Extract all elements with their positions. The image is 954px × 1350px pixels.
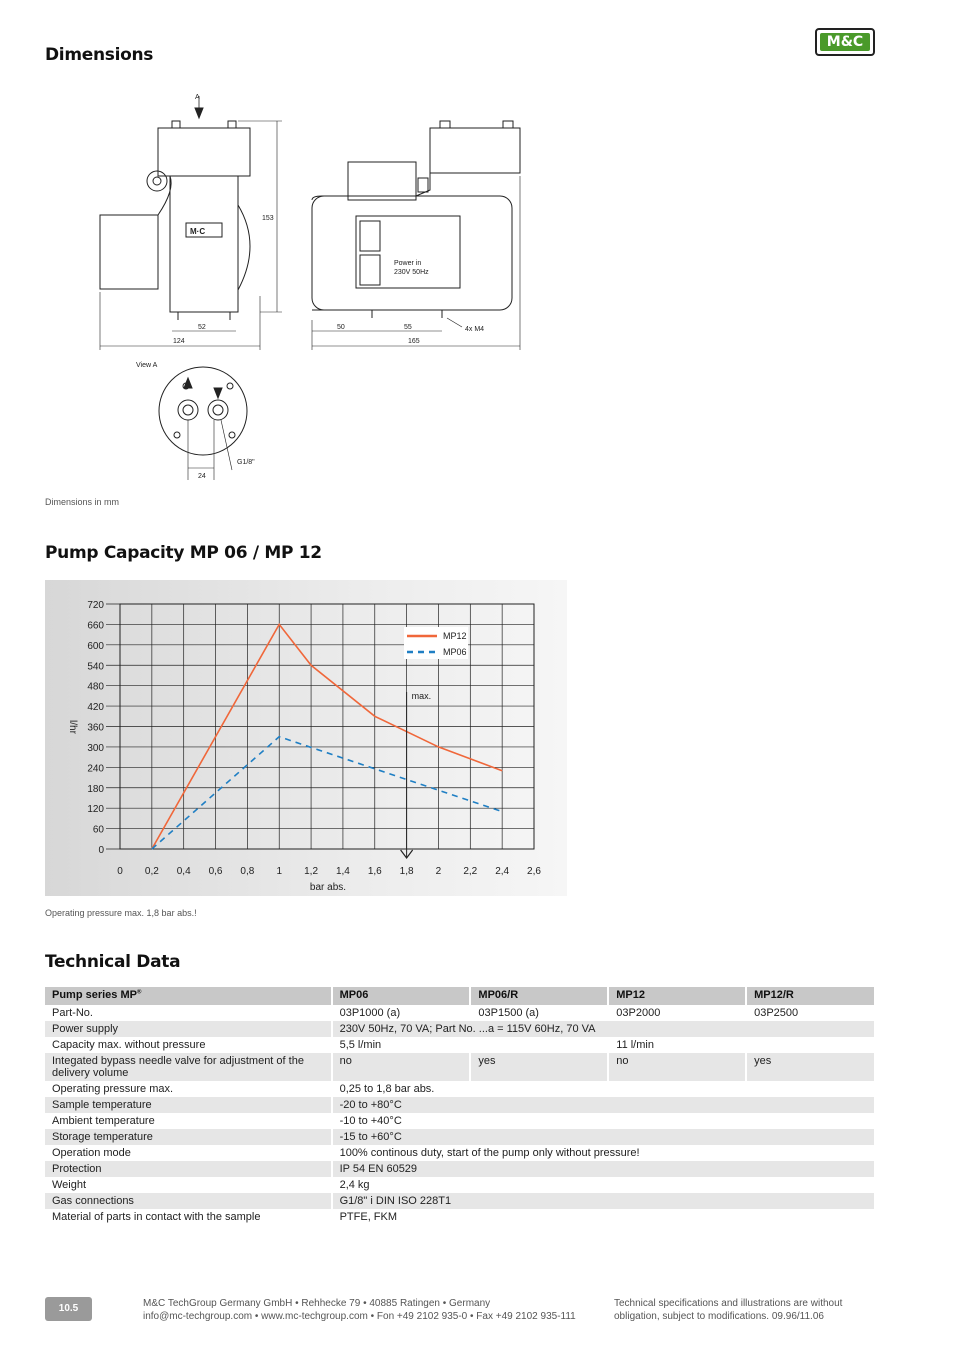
y-tick-label: 360 <box>87 722 104 734</box>
table-row <box>45 1097 875 1113</box>
y-tick-label: 60 <box>92 824 104 836</box>
logo-text: M&C <box>820 33 870 51</box>
y-tick-label: 420 <box>87 702 104 714</box>
dim-24: 24 <box>198 473 206 480</box>
footer-note <box>614 1297 842 1323</box>
technical-data-table <box>45 987 876 1225</box>
legend-label-mp12: MP12 <box>443 631 467 641</box>
table-cell: 11 l/min <box>608 1037 875 1053</box>
table-cell: no <box>608 1053 746 1081</box>
table-cell: G1/8" i DIN ISO 228T1 <box>332 1193 875 1209</box>
y-tick-label: 240 <box>87 763 104 775</box>
y-tick-label: 0 <box>98 845 104 856</box>
power-in-line2: 230V 50Hz <box>394 269 429 276</box>
table-row <box>45 1053 875 1081</box>
table-header-row <box>45 987 875 1005</box>
table-row-label: Part-No. <box>45 1005 332 1021</box>
table-cell: yes <box>470 1053 608 1081</box>
x-tick-label: 1,4 <box>335 866 350 877</box>
table-row <box>45 1081 875 1097</box>
x-tick-label: 1,2 <box>304 866 319 877</box>
table-cell: 0,25 to 1,8 bar abs. <box>332 1081 875 1097</box>
y-tick-label: 600 <box>87 640 104 652</box>
table-row <box>45 1209 875 1225</box>
table-row-label: Protection <box>45 1161 332 1177</box>
table-cell: 2,4 kg <box>332 1177 875 1193</box>
x-tick-label: 0,6 <box>208 866 223 877</box>
dim-55: 55 <box>404 324 412 331</box>
table-cell: 230V 50Hz, 70 VA; Part No. ...a = 115V 60Hz, 70 VA <box>332 1021 875 1037</box>
view-a-label: View A <box>136 362 158 369</box>
y-tick-label: 660 <box>87 620 104 632</box>
x-tick-label: 1,8 <box>399 866 414 877</box>
x-tick-label: 2,6 <box>527 866 541 877</box>
table-cell: 100% continous duty, start of the pump only without pressure! <box>332 1145 875 1161</box>
max-pressure-label: max. <box>411 691 432 701</box>
table-row <box>45 1129 875 1145</box>
table-header-cell: MP06 <box>332 987 471 1005</box>
dimensions-heading: Dimensions <box>45 45 154 65</box>
dim-52: 52 <box>198 324 206 331</box>
table-cell: IP 54 EN 60529 <box>332 1161 875 1177</box>
x-tick-label: 2,2 <box>463 866 478 877</box>
x-tick-label: 1,6 <box>367 866 382 877</box>
technical-data-heading: Technical Data <box>45 952 181 972</box>
legend-label-mp06: MP06 <box>443 647 467 657</box>
table-header-cell: MP12 <box>608 987 746 1005</box>
table-row <box>45 1161 875 1177</box>
x-tick-label: 2 <box>435 866 442 877</box>
table-cell: PTFE, FKM <box>332 1209 875 1225</box>
footer-address <box>143 1297 576 1323</box>
y-tick-label: 300 <box>87 742 104 754</box>
table-row <box>45 1021 875 1037</box>
table-row-label: Weight <box>45 1177 332 1193</box>
y-tick-label: 120 <box>87 804 104 816</box>
table-row-label: Operating pressure max. <box>45 1081 332 1097</box>
table-cell: yes <box>746 1053 875 1081</box>
table-cell: 03P2000 <box>608 1005 746 1021</box>
table-header-cell: MP12/R <box>746 987 875 1005</box>
table-cell: -15 to +60°C <box>332 1129 875 1145</box>
chart-x-axis-label: bar abs. <box>309 882 347 893</box>
x-tick-label: 0,4 <box>176 866 191 877</box>
table-cell: 03P1000 (a) <box>332 1005 471 1021</box>
y-tick-label: 180 <box>87 783 104 795</box>
table-cell: 5,5 l/min <box>332 1037 609 1053</box>
table-row-label: Sample temperature <box>45 1097 332 1113</box>
dim-165: 165 <box>408 338 420 345</box>
dim-153: 153 <box>262 215 274 222</box>
chart-caption: Operating pressure max. 1,8 bar abs.! <box>45 908 197 918</box>
table-cell: -10 to +40°C <box>332 1113 875 1129</box>
table-cell: no <box>332 1053 471 1081</box>
y-tick-label: 480 <box>87 681 104 693</box>
g18-label: G1/8" <box>237 459 255 466</box>
dim-124: 124 <box>173 338 185 345</box>
y-tick-label: 540 <box>87 661 104 673</box>
footer-note-line1: Technical specifications and illustrations are without <box>614 1298 843 1309</box>
pump-capacity-heading: Pump Capacity MP 06 / MP 12 <box>45 543 322 563</box>
footer-address-line2: info@mc-techgroup.com • www.mc-techgroup.com • Fon +49 2102 935-0 • Fax +49 2102 935-111 <box>143 1311 576 1322</box>
table-header-cell: MP06/R <box>470 987 608 1005</box>
page-number-badge: 10.5 <box>45 1297 92 1321</box>
dimensions-caption: Dimensions in mm <box>45 497 120 507</box>
x-tick-label: 0 <box>117 866 123 877</box>
series-line-mp06 <box>152 737 502 849</box>
table-row-label: Material of parts in contact with the sample <box>45 1209 332 1225</box>
arrow-a-label: A <box>195 94 200 101</box>
x-tick-label: 0,2 <box>144 866 159 877</box>
table-row <box>45 1037 875 1053</box>
table-row-label: Integated bypass needle valve for adjustment of the delivery volume <box>45 1053 332 1081</box>
x-tick-label: 2,4 <box>495 866 510 877</box>
power-in-line1: Power in <box>394 260 422 267</box>
table-header-cell: Pump series MP® <box>45 987 332 1005</box>
table-cell: 03P1500 (a) <box>470 1005 608 1021</box>
table-row-label: Operation mode <box>45 1145 332 1161</box>
table-row-label: Storage temperature <box>45 1129 332 1145</box>
x-tick-label: 1 <box>276 866 283 877</box>
y-tick-label: 720 <box>87 600 104 611</box>
table-row <box>45 1177 875 1193</box>
table-cell: 03P2500 <box>746 1005 875 1021</box>
x-tick-label: 0,8 <box>240 866 255 877</box>
footer-note-line2: obligation, subject to modifications. 09.96/11.06 <box>614 1311 824 1322</box>
table-row <box>45 1005 875 1021</box>
table-row-label: Ambient temperature <box>45 1113 332 1129</box>
table-row-label: Power supply <box>45 1021 332 1037</box>
table-row-label: Capacity max. without pressure <box>45 1037 332 1053</box>
table-cell: -20 to +80°C <box>332 1097 875 1113</box>
nameplate-text: M·C <box>190 227 206 236</box>
footer-address-line1: M&C TechGroup Germany GmbH • Rehhecke 79 • 40885 Ratingen • Germany <box>143 1298 491 1309</box>
table-row <box>45 1193 875 1209</box>
table-row-label: Gas connections <box>45 1193 332 1209</box>
chart-y-axis-label: l/hr <box>67 720 78 734</box>
table-row <box>45 1113 875 1129</box>
dim-50: 50 <box>337 324 345 331</box>
registered-mark: ® <box>136 989 142 996</box>
screws-label: 4x M4 <box>465 326 485 333</box>
table-row <box>45 1145 875 1161</box>
